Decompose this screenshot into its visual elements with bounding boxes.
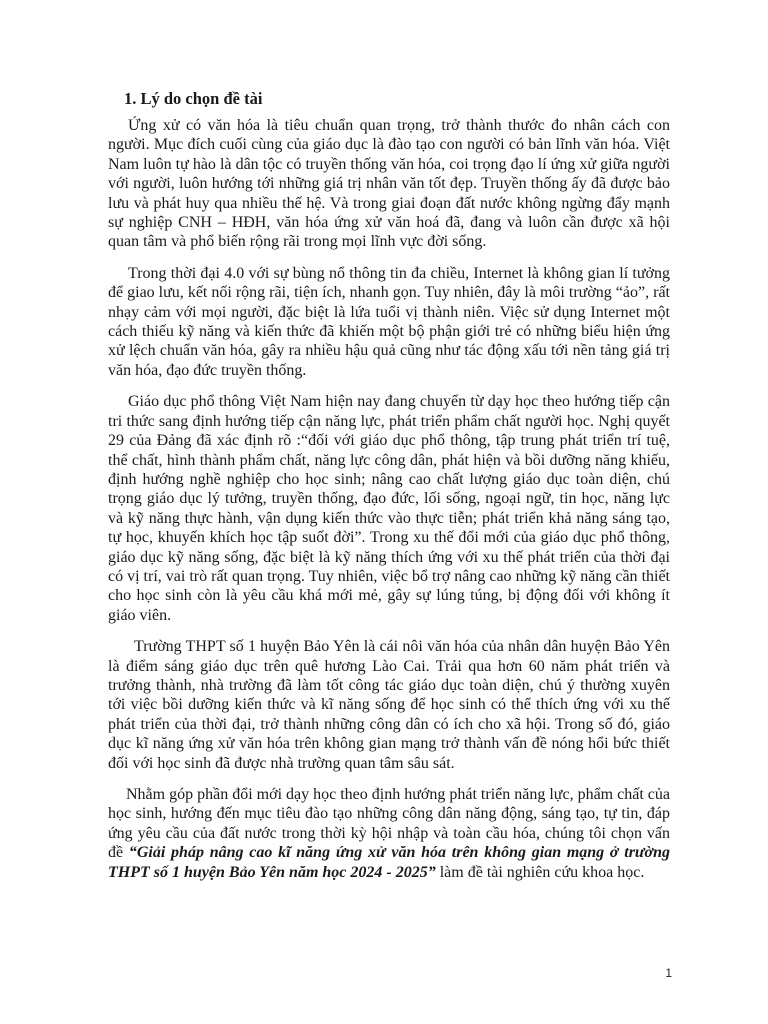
paragraph-5-lead: Nhằm góp phần đổi mới dạy học theo định hướng phát triển năng lực, phẩm chất của học sinh, hướng đến mục tiêu đào tạo những công dân năng động, sáng tạo, tự tin, đáp ứng yêu cầu của đất nước trong thời kỳ hội nhập và toàn cầu hóa, chúng tôi chọn vấn đề bbox=[108, 786, 670, 862]
document-body bbox=[108, 88, 670, 894]
research-topic-title: “Giải pháp nâng cao kĩ năng ứng xử văn hóa trên không gian mạng ở trường THPT số 1 huyện Bảo Yên năm học 2024 - 2025” bbox=[108, 844, 671, 881]
paragraph-2: Trong thời đại 4.0 với sự bùng nổ thông tin đa chiều, Internet là không gian lí tưởng để giao lưu, kết nối rộng rãi, tiện ích, nhanh gọn. Tuy nhiên, đây là môi trường “ảo”, rất nhạy cảm với mọi người, đặc biệt là lứa tuổi vị thành niên. Việc sử dụng Internet một cách thiếu kỹ năng và kiến thức đã khiến một bộ phận giới trẻ có những biểu hiện ứng xử lệch chuẩn văn hóa, gây ra nhiều hậu quả cũng như tác động xấu tới nền tảng giá trị văn hóa, đạo đức truyền thống. bbox=[108, 264, 670, 379]
paragraph-4: Trường THPT số 1 huyện Bảo Yên là cái nôi văn hóa của nhân dân huyện Bảo Yên là điểm sáng giáo dục trên quê hương Lào Cai. Trải qua hơn 60 năm phát triển và trưởng thành, nhà trường đã làm tốt công tác giáo dục toàn diện, chú ý thường xuyên tới việc bồi dưỡng kiến thức và kĩ năng sống để học sinh có thể thích ứng với xu thế phát triển của thời đại, trở thành những công dân có ích cho xã hội. Trong số đó, giáo dục kĩ năng ứng xử văn hóa trên không gian mạng trở thành vấn đề nóng hổi bức thiết đối với học sinh đã được nhà trường quan tâm sâu sát. bbox=[108, 638, 670, 772]
section-heading: 1. Lý do chọn đề tài bbox=[124, 89, 263, 108]
paragraph-5 bbox=[108, 785, 670, 882]
page-number: 1 bbox=[665, 966, 672, 980]
paragraph-1: Ứng xử có văn hóa là tiêu chuẩn quan trọng, trở thành thước đo nhân cách con người. Mục đích cuối cùng của giáo dục là đào tạo con người có bản lĩnh văn hóa. Việt Nam luôn tự hào là dân tộc có truyền thống văn hóa, coi trọng đạo lí ứng xử giữa người với người, luôn hướng tới những giá trị nhân văn tốt đẹp. Truyền thống ấy đã được bảo lưu và phát huy qua nhiều thế hệ. Và trong giai đoạn đất nước không ngừng đẩy mạnh sự nghiệp CNH – HĐH, văn hóa ứng xử văn hoá đã, đang và luôn cần được xã hội quan tâm và phổ biến rộng rãi trong mọi lĩnh vực đời sống. bbox=[108, 117, 670, 251]
paragraph-5-tail: làm đề tài nghiên cứu khoa học. bbox=[435, 863, 645, 881]
paragraph-3: Giáo dục phổ thông Việt Nam hiện nay đang chuyển từ dạy học theo hướng tiếp cận tri thức sang định hướng tiếp cận năng lực, phát triển phẩm chất người học. Nghị quyết 29 của Đảng đã xác định rõ :“đối với giáo dục phổ thông, tập trung phát triển trí tuệ, thể chất, hình thành phẩm chất, năng lực công dân, phát hiện và bồi dưỡng năng khiếu, định hướng nghề nghiệp cho học sinh; nâng cao chất lượng giáo dục toàn diện, chú trọng giáo dục lý tưởng, truyền thống, đạo đức, lối sống, ngoại ngữ, tin học, năng lực và kỹ năng thực hành, vận dụng kiến thức vào thực tiễn; phát triển khả năng sáng tạo, tự học, khuyến khích học tập suốt đời”. Trong xu thế đổi mới của giáo dục phổ thông, giáo dục kỹ năng sống, đặc biệt là kỹ năng thích ứng với xu thế phát triển của thời đại có vị trí, vai trò rất quan trọng. Tuy nhiên, việc bổ trợ nâng cao những kỹ năng cần thiết cho học sinh còn là yêu cầu khá mới mẻ, gây sự lúng túng, bị động đối với không ít giáo viên. bbox=[108, 393, 670, 624]
